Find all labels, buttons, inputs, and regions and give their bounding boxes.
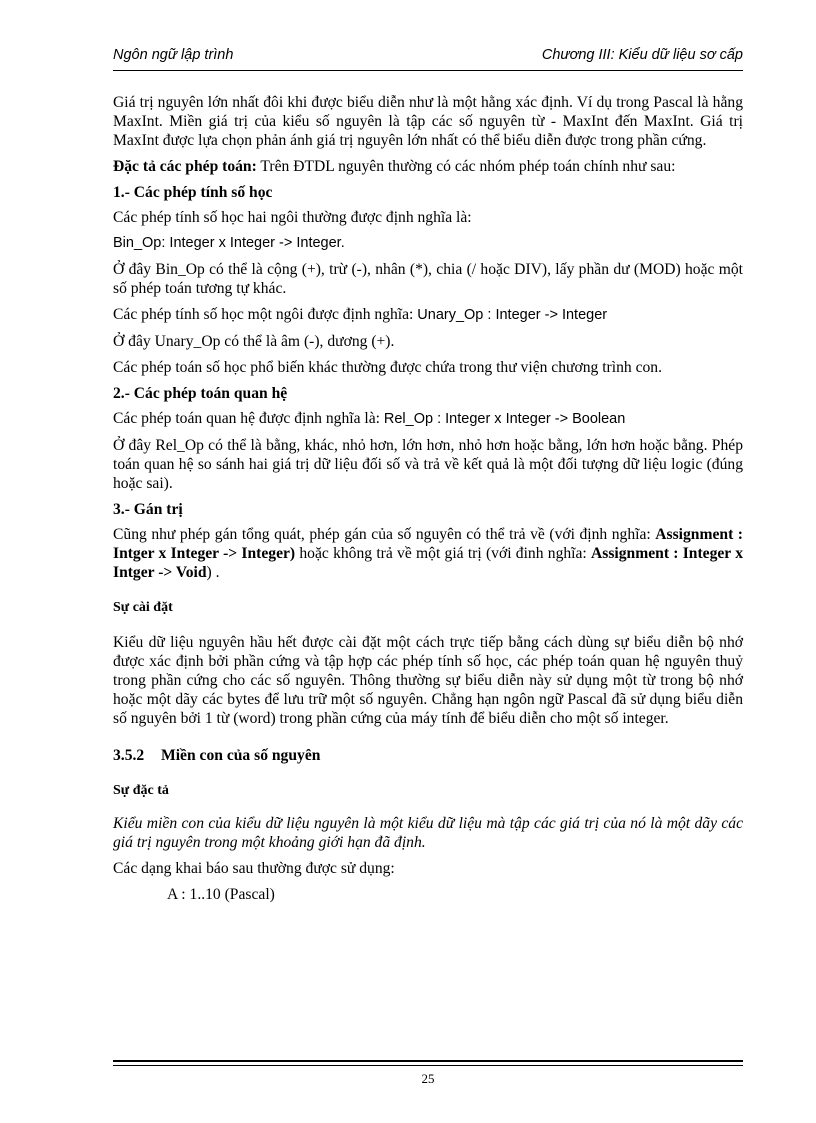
footer-rule-thick — [113, 1060, 743, 1062]
header-rule — [113, 70, 743, 71]
declaration-example: A : 1..10 (Pascal) — [167, 886, 275, 903]
page-number: 25 — [421, 1071, 435, 1086]
assign-paragraph — [113, 525, 743, 582]
assign-text-c: hoặc không trả về một giá trị (với đinh nghĩa: — [295, 545, 592, 562]
assign-def-2: Assignment : Integer x Intger -> Void — [113, 545, 743, 581]
assign-text-d: ) . — [206, 564, 220, 581]
spec-label: Đặc tả các phép toán: — [113, 158, 257, 175]
header-book-title: Ngôn ngữ lập trình — [113, 47, 234, 63]
heading-relational: 2.- Các phép toán quan hệ — [113, 385, 288, 402]
subrange-definition: Kiểu miền con của kiểu dữ liệu nguyên là một kiểu dữ liệu mà tập các giá trị của nó là một dãy các giá trị nguyên trong một khoảng giới hạn đã định. — [113, 815, 743, 851]
spec-paragraph — [113, 157, 743, 176]
section-number: 3.5.2 — [113, 747, 145, 764]
heading-arithmetic: 1.- Các phép tính số học — [113, 184, 273, 201]
footer-rule-thin — [113, 1065, 743, 1066]
assign-text-a: Cũng như phép gán tổng quát, phép gán của số nguyên có thể trả về (với định nghĩa: — [113, 526, 656, 543]
page-body — [113, 93, 743, 911]
rel-paragraph-1 — [113, 409, 743, 429]
arith-paragraph-2: Ở đây Bin_Op có thể là cộng (+), trừ (-), nhân (*), chia (/ hoặc DIV), lấy phần dư (MOD) hoặc một số phép toán tương tự khác. — [113, 261, 743, 297]
rel-p1-text: Các phép toán quan hệ được định nghĩa là: — [113, 410, 384, 427]
assign-def-1: Assignment : Intger x Integer -> Integer) — [113, 526, 743, 562]
arith-p3-text: Các phép tính số học một ngôi được định nghĩa: — [113, 306, 418, 323]
bin-op-signature: Bin_Op: Integer x Integer -> Integer. — [113, 235, 345, 251]
heading-specification: Sự đặc tả — [113, 783, 169, 798]
unary-op-signature: Unary_Op : Integer -> Integer — [417, 307, 608, 323]
arith-paragraph-3 — [113, 305, 743, 325]
intro-paragraph: Giá trị nguyên lớn nhất đôi khi được biểu diễn như là một hằng xác định. Ví dụ trong Pascal là hằng MaxInt. Miền giá trị của kiểu số nguyên là tập các số nguyên từ - MaxInt đến MaxInt. Giá trị MaxInt được lựa chọn phản ánh giá trị nguyên lớn nhất có thể biểu diễn được trong phần cứng. — [113, 94, 743, 149]
section-heading-3-5-2 — [113, 746, 743, 765]
rel-op-signature: Rel_Op : Integer x Integer -> Boolean — [383, 411, 626, 427]
page-header — [113, 47, 743, 69]
header-chapter-title: Chương III: Kiểu dữ liệu sơ cấp — [541, 47, 743, 63]
arith-paragraph-5: Các phép toán số học phổ biến khác thường được chứa trong thư viện chương trình con. — [113, 359, 662, 376]
arith-paragraph-1: Các phép tính số học hai ngôi thường được định nghĩa là: — [113, 209, 472, 226]
declaration-intro: Các dạng khai báo sau thường được sử dụng: — [113, 860, 395, 877]
spec-text: Trên ĐTDL nguyên thường có các nhóm phép toán chính như sau: — [256, 158, 676, 175]
section-title: Miền con của số nguyên — [161, 747, 321, 764]
heading-implementation: Sự cài đặt — [113, 600, 173, 615]
rel-paragraph-2: Ở đây Rel_Op có thể là bằng, khác, nhỏ hơn, lớn hơn, nhỏ hơn hoặc bằng, lớn hơn hoặc bằng. Phép toán quan hệ so sánh hai giá trị dữ liệu đối số và trả về kết quả là một đối tượng dữ liệu logic (đúng hoặc sai). — [113, 437, 743, 492]
heading-assignment: 3.- Gán trị — [113, 501, 183, 518]
impl-paragraph: Kiểu dữ liệu nguyên hầu hết được cài đặt một cách trực tiếp bằng cách dùng sự biểu diễn bộ nhớ được xác định bởi phần cứng và tập hợp các phép tính số học, các phép toán quan hệ nguyên thuỷ trong phần cứng cho các số nguyên. Thông thường sự biểu diễn này sử dụng một từ trong bộ nhớ hoặc một dãy các bytes để lưu trữ một số nguyên. Chẳng hạn ngôn ngữ Pascal đã sử dụng biểu diễn số nguyên bởi 1 từ (word) trong phần cứng của máy tính để biểu diễn cho một số integer. — [113, 634, 743, 727]
arith-paragraph-4: Ở đây Unary_Op có thể là âm (-), dương (+). — [113, 333, 395, 350]
